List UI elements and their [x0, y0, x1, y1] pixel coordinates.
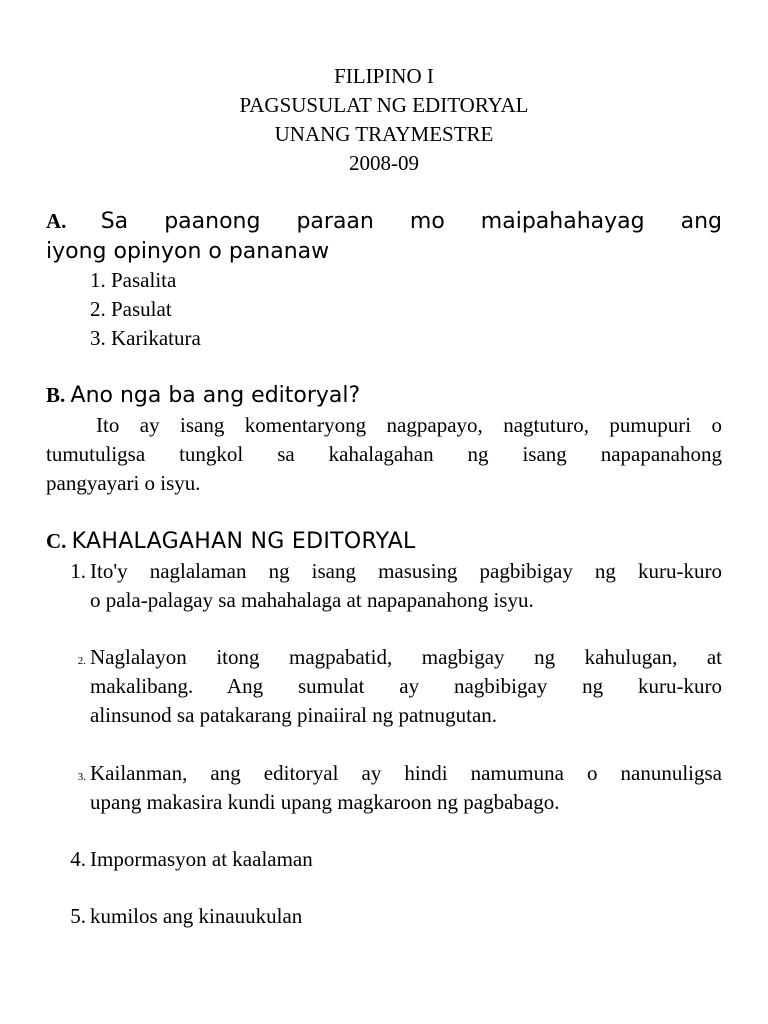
item-number: 3. [77, 771, 86, 783]
section-a-question-line2: iyong opinyon o pananaw [46, 239, 330, 264]
list-item: 2. Pasulat [90, 297, 172, 321]
header-term: UNANG TRAYMESTRE [274, 122, 494, 146]
numbered-item [46, 845, 722, 874]
header-topic: PAGSUSULAT NG EDITORYAL [239, 93, 529, 117]
item-number: 1. [70, 559, 86, 583]
numbered-item [46, 643, 722, 730]
section-a-list [90, 266, 201, 353]
item-line: upang makasira kundi upang magkaroon ng pagbabago. [90, 790, 560, 814]
item-line: Naglalayon itong magpabatid, magbigay ng kahulugan, at [90, 645, 722, 669]
item-number: 4. [70, 847, 86, 871]
item-line: alinsunod sa patakarang pinaiiral ng patnugutan. [90, 703, 498, 727]
item-line: kumilos ang kinauukulan [90, 904, 303, 928]
item-line: Kailanman, ang editoryal ay hindi namumuna o nanunuligsa [90, 761, 722, 785]
section-b-heading [46, 380, 722, 411]
section-b-question: Ano nga ba ang editoryal? [70, 383, 361, 408]
paragraph-line: Ito ay isang komentaryong nagpapayo, nagtuturo, pumupuri o [96, 413, 722, 437]
item-line: makalibang. Ang sumulat ay nagbibigay ng kuru-kuro [90, 674, 722, 698]
section-b-letter: B. [46, 383, 66, 407]
header-subject: FILIPINO I [334, 64, 434, 88]
numbered-item [46, 759, 722, 817]
section-c-heading [46, 526, 722, 557]
item-line: Ito'y naglalaman ng isang masusing pagbibigay ng kuru-kuro [90, 559, 722, 583]
numbered-item [46, 902, 722, 931]
section-a-heading [46, 206, 722, 267]
section-c-letter: C. [46, 529, 67, 553]
section-b-paragraph [46, 411, 722, 498]
section-a-letter: A. [46, 209, 67, 233]
numbered-item [46, 557, 722, 615]
section-c-title: KAHALAGAHAN NG EDITORYAL [71, 529, 416, 554]
section-a-question-line1: Sa paanong paraan mo maipahahayag ang [100, 209, 723, 234]
item-line: o pala-palagay sa mahahalaga at napapanahong isyu. [90, 588, 534, 612]
header-year: 2008-09 [349, 151, 419, 175]
paragraph-line: pangyayari o isyu. [46, 471, 201, 495]
item-line: Impormasyon at kaalaman [90, 847, 313, 871]
item-number: 5. [70, 904, 86, 928]
paragraph-line: tumutuligsa tungkol sa kahalagahan ng isang napapanahong [46, 442, 722, 466]
list-item: 3. Karikatura [90, 326, 201, 350]
list-item: 1. Pasalita [90, 268, 177, 292]
item-number: 2. [77, 655, 86, 667]
document-header [0, 62, 768, 178]
